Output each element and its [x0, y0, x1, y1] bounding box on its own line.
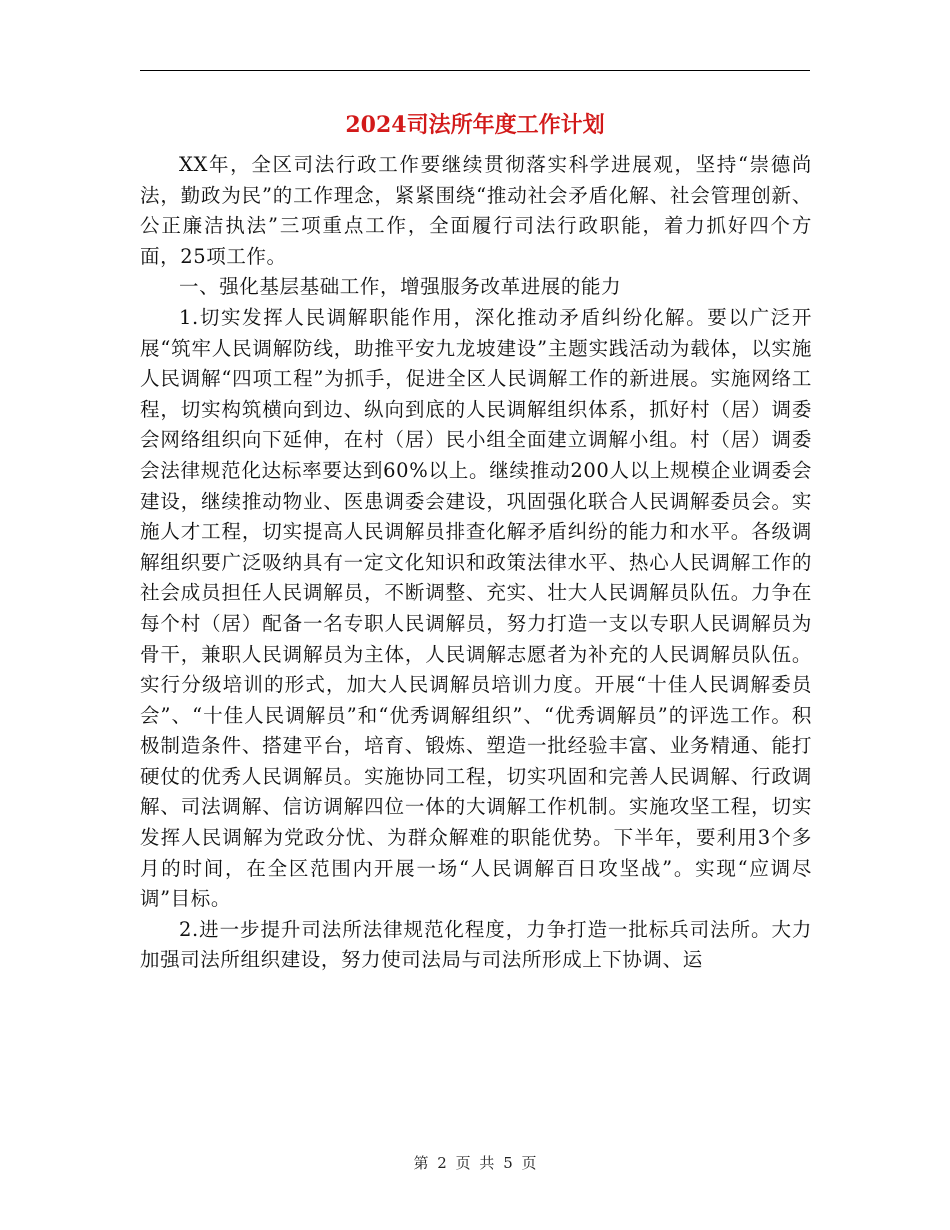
- footer-total-pages: 5: [503, 1154, 513, 1172]
- footer-page-label: 页: [455, 1154, 471, 1172]
- header-rule: [140, 70, 810, 71]
- footer-prefix: 第: [413, 1154, 429, 1172]
- paragraph-intro: XX年，全区司法行政工作要继续贯彻落实科学进展观，坚持“崇德尚法，勤政为民”的工作理念，紧紧围绕“推动社会矛盾化解、社会管理创新、公正廉洁执法”三项重点工作，全面履行司法行政职能，着力抓好四个方面，25项工作。: [140, 153, 812, 268]
- footer-total-prefix: 共: [479, 1154, 495, 1172]
- footer-total-label: 页: [521, 1154, 537, 1172]
- document-title: 2024司法所年度工作计划: [345, 112, 605, 138]
- footer-page-number: 2: [437, 1154, 447, 1172]
- paragraph-item-1: 1.切实发挥人民调解职能作用，深化推动矛盾纠纷化解。要以广泛开展“筑牢人民调解防线，助推平安九龙坡建设”主题实践活动为载体，以实施人民调解“四项工程”为抓手，促进全区人民调解工作的新进展。实施网络工程，切实构筑横向到边、纵向到底的人民调解组织体系，抓好村（居）调委会网络组织向下延伸，在村（居）民小组全面建立调解小组。村（居）调委会法律规范化达标率要达到60%以上。继续推动200人以上规模企业调委会建设，继续推动物业、医患调委会建设，巩固强化联合人民调解委员会。实施人才工程，切实提高人民调解员排查化解矛盾纠纷的能力和水平。各级调解组织要广泛吸纳具有一定文化知识和政策法律水平、热心人民调解工作的社会成员担任人民调解员，不断调整、充实、壮大人民调解员队伍。力争在每个村（居）配备一名专职人民调解员，努力打造一支以专职人民调解员为骨干，兼职人民调解员为主体，人民调解志愿者为补充的人民调解员队伍。实行分级培训的形式，加大人民调解员培训力度。开展“十佳人民调解委员会”、“十佳人民调解员”和“优秀调解组织”、“优秀调解员”的评选工作。积极制造条件、搭建平台，培育、锻炼、塑造一批经验丰富、业务精通、能打硬仗的优秀人民调解员。实施协同工程，切实巩固和完善人民调解、行政调解、司法调解、信访调解四位一体的大调解工作机制。实施攻坚工程，切实发挥人民调解为党政分忧、为群众解难的职能优势。下半年，要利用3个多月的时间，在全区范围内开展一场“人民调解百日攻坚战”。实现“应调尽调”目标。: [140, 305, 812, 911]
- section-heading-1: 一、强化基层基础工作，增强服务改革进展的能力: [179, 275, 622, 299]
- document-body: [140, 150, 812, 976]
- page-footer: [0, 1152, 950, 1174]
- paragraph-item-2: 2.进一步提升司法所法律规范化程度，力争打造一批标兵司法所。大力加强司法所组织建设，努力使司法局与司法所形成上下协调、运: [140, 917, 812, 972]
